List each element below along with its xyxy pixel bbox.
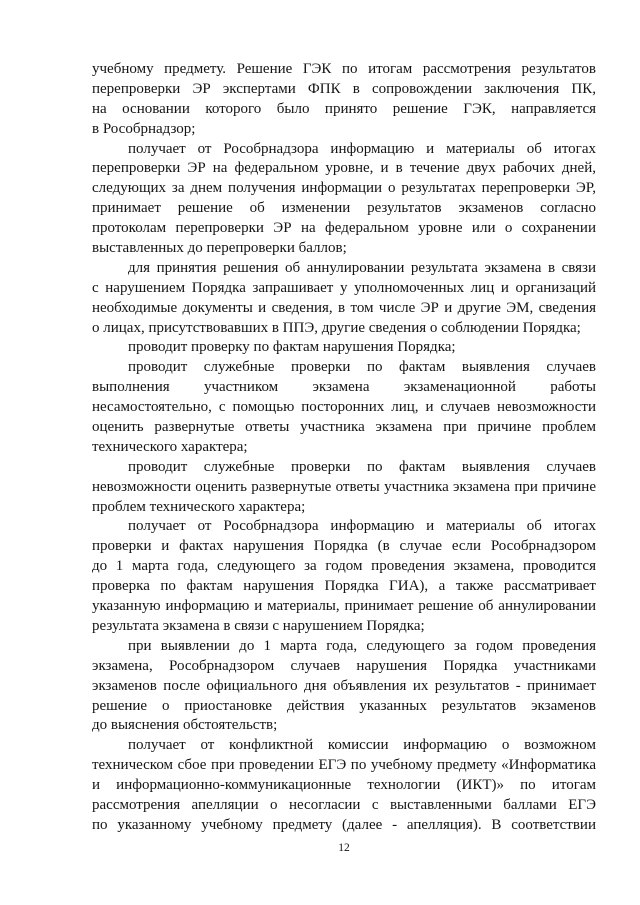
text-line: принимает решение об изменении результатов экзаменов согласно (92, 200, 596, 217)
text-line: выставленных до перепроверки баллов; (92, 240, 347, 257)
text-line: с нарушением Порядка запрашивает у уполномоченных лиц и организаций (92, 279, 596, 296)
text-line: проблем технического характера; (92, 498, 306, 515)
text-line: техническом сбое при проведении ЕГЭ по учебному предмету «Информатика (92, 757, 596, 774)
paragraph-7 (92, 517, 596, 636)
paragraph-8 (92, 637, 596, 736)
paragraph-9 (92, 736, 596, 835)
text-line: проводит служебные проверки по фактам выявления случаев (128, 458, 596, 475)
text-line: для принятия решения об аннулировании результата экзамена в связи (128, 259, 596, 276)
text-line: перепроверки ЭР экспертами ФПК в сопровождении заключения ПК, (92, 80, 596, 97)
text-line: указанную информацию и материалы, принимает решение об аннулировании (92, 598, 596, 615)
text-line: о лицах, присутствовавших в ППЭ, другие сведения о соблюдении Порядка; (92, 319, 581, 336)
text-line: получает от Рособрнадзора информацию и материалы об итогах (128, 140, 596, 157)
paragraph-3 (92, 259, 596, 339)
text-line: проверки и фактах нарушения Порядка (в случае если Рособрнадзором (92, 538, 596, 555)
text-line: при выявлении до 1 марта года, следующего за годом проведения (128, 637, 596, 654)
paragraph-4 (92, 338, 596, 358)
text-line: технического характера; (92, 438, 248, 455)
text-line: до 1 марта года, следующего за годом проведения экзамена, проводится (92, 558, 596, 575)
paragraph-6 (92, 458, 596, 518)
paragraph-5 (92, 358, 596, 457)
text-line: выполнения участником экзамена экзаменационной работы (92, 379, 596, 396)
paragraph-2 (92, 140, 596, 259)
text-line: проводит служебные проверки по фактам выявления случаев (128, 359, 596, 376)
text-line: получает от конфликтной комиссии информацию о возможном (128, 737, 596, 754)
text-line: рассмотрения апелляции о несогласии с выставленными баллами ЕГЭ (92, 796, 596, 813)
text-line: оценить развернутые ответы участника экзамена при причине проблем (92, 419, 596, 436)
text-line: необходимые документы и сведения, в том числе ЭР и другие ЭМ, сведения (92, 299, 596, 316)
text-line: протоколам перепроверки ЭР на федеральном уровне или о сохранении (92, 220, 596, 237)
text-line: и информационно-коммуникационные технологии (ИКТ)» по итогам (92, 777, 596, 794)
text-line: перепроверки ЭР на федеральном уровне, и в течение двух рабочих дней, (92, 160, 596, 177)
paragraph-1 (92, 60, 596, 140)
page-number: 12 (338, 842, 350, 854)
text-line: невозможности оценить развернутые ответы участника экзамена при причине (92, 478, 596, 495)
text-line: экзамена, Рособрнадзором случаев нарушения Порядка участниками (92, 657, 596, 674)
text-line: по указанному учебному предмету (далее - апелляция). В соответствии (92, 816, 596, 833)
document-body (92, 60, 596, 836)
text-line: несамостоятельно, с помощью посторонних лиц, и случаев невозможности (92, 399, 596, 416)
text-line: экзаменов после официального дня объявления их результатов - принимает (92, 677, 596, 694)
text-line: на основании которого было принято решение ГЭК, направляется (92, 100, 596, 117)
text-line: проверка по фактам нарушения Порядка ГИА), а также рассматривает (92, 578, 596, 595)
text-line: следующих за днем получения информации о результатах перепроверки ЭР, (92, 180, 596, 197)
text-line: в Рособрнадзор; (92, 120, 196, 137)
text-line: проводит проверку по фактам нарушения Порядка; (128, 339, 456, 356)
text-line: результата экзамена в связи с нарушением Порядка; (92, 617, 425, 634)
text-line: решение о приостановке действия указанных результатов экзаменов (92, 697, 596, 714)
text-line: до выяснения обстоятельств; (92, 717, 278, 734)
text-line: учебному предмету. Решение ГЭК по итогам рассмотрения результатов (92, 61, 596, 77)
text-line: получает от Рособрнадзора информацию и материалы об итогах (128, 518, 596, 535)
